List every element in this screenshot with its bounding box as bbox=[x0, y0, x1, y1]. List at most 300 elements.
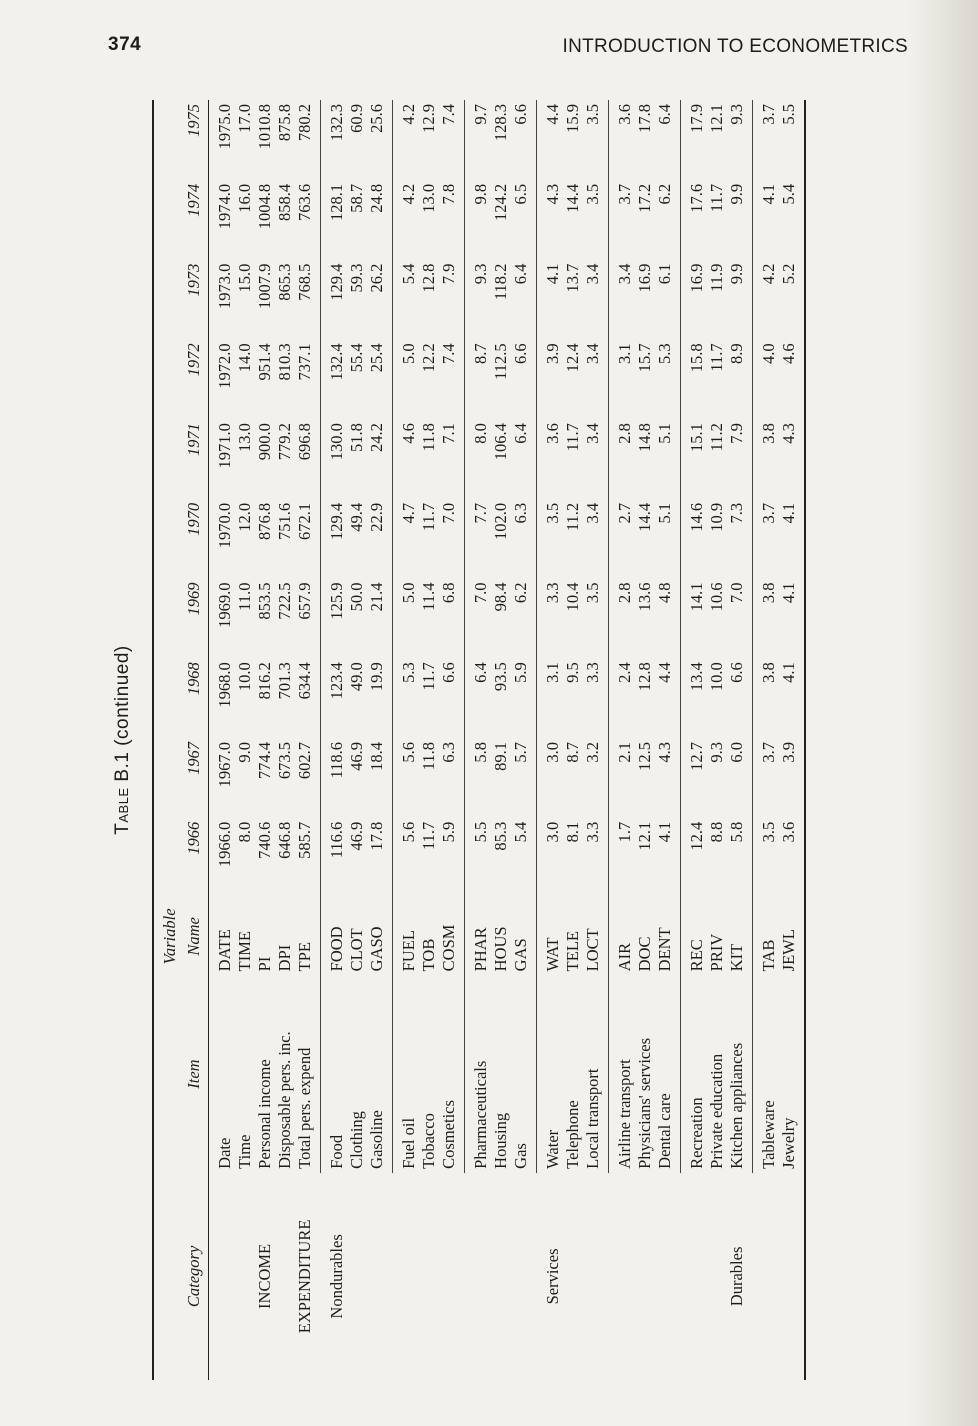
table-body bbox=[209, 100, 806, 1380]
value-cell: 11.7 bbox=[563, 423, 582, 452]
value-cell: 6.6 bbox=[511, 339, 537, 419]
value-cell: 16.0 bbox=[235, 183, 254, 213]
value-cell: 89.1 bbox=[491, 742, 510, 771]
value-cell: 59.3 bbox=[347, 263, 366, 293]
item-cell: Total pers. expend bbox=[295, 975, 321, 1172]
value-cell: 1973.0 bbox=[215, 263, 234, 309]
value-cell: 6.8 bbox=[439, 579, 465, 659]
value-cell: 673.5 bbox=[275, 742, 294, 780]
value-cell: 17.9 bbox=[687, 104, 706, 133]
value-cell: 14.4 bbox=[635, 502, 654, 532]
value-cell: 3.5 bbox=[583, 180, 609, 260]
value-cell: 4.1 bbox=[543, 263, 562, 285]
item-cell: Dental care bbox=[655, 975, 681, 1172]
category-cell bbox=[209, 1173, 236, 1380]
value-cell: 6.2 bbox=[511, 579, 537, 659]
variable-name-cell: DOC bbox=[635, 936, 654, 972]
value-cell: 780.2 bbox=[295, 100, 321, 180]
item-cell: Food bbox=[327, 1134, 346, 1169]
value-cell: 3.8 bbox=[759, 662, 778, 683]
value-cell: 6.1 bbox=[655, 260, 681, 340]
value-cell: 9.7 bbox=[471, 104, 490, 125]
value-cell: 24.2 bbox=[367, 419, 393, 499]
header-variable-top: Variable bbox=[153, 897, 184, 975]
value-cell: 11.7 bbox=[419, 662, 438, 691]
value-cell: 17.0 bbox=[235, 104, 254, 133]
value-cell: 3.3 bbox=[543, 582, 562, 604]
value-cell: 4.6 bbox=[779, 339, 805, 419]
value-cell: 853.5 bbox=[255, 582, 274, 620]
value-cell: 46.9 bbox=[347, 742, 366, 771]
rotated-table-region bbox=[100, 100, 880, 1380]
table-caption bbox=[112, 100, 134, 1380]
value-cell: 7.7 bbox=[471, 502, 490, 524]
value-cell: 58.7 bbox=[347, 183, 366, 213]
value-cell: 3.9 bbox=[779, 738, 805, 818]
item-cell: Housing bbox=[491, 1112, 510, 1169]
header-category: Category bbox=[184, 1173, 209, 1380]
value-cell: 112.5 bbox=[491, 343, 510, 380]
value-cell: 8.7 bbox=[563, 742, 582, 763]
value-cell: 696.8 bbox=[295, 419, 321, 499]
variable-name-cell: KIT bbox=[727, 897, 753, 975]
value-cell: 3.0 bbox=[543, 742, 562, 763]
category-cell bbox=[465, 1173, 492, 1380]
value-cell: 900.0 bbox=[255, 423, 274, 461]
header-year: 1967 bbox=[184, 738, 209, 818]
value-cell: 8.7 bbox=[471, 343, 490, 364]
table-row bbox=[681, 100, 708, 1380]
value-cell: 876.8 bbox=[255, 502, 274, 540]
value-cell: 6.4 bbox=[655, 100, 681, 180]
value-cell: 1972.0 bbox=[215, 343, 234, 389]
value-cell: 2.8 bbox=[615, 423, 634, 444]
value-cell: 3.9 bbox=[543, 343, 562, 364]
value-cell: 722.5 bbox=[275, 582, 294, 620]
value-cell: 26.2 bbox=[367, 260, 393, 340]
value-cell: 9.0 bbox=[235, 742, 254, 763]
item-cell: Time bbox=[235, 1134, 254, 1169]
variable-name-cell: FUEL bbox=[399, 930, 418, 972]
item-cell: Kitchen appliances bbox=[727, 975, 753, 1172]
table-row bbox=[439, 100, 465, 1380]
value-cell: 129.4 bbox=[327, 263, 346, 301]
value-cell: 1969.0 bbox=[215, 582, 234, 628]
value-cell: 768.5 bbox=[295, 260, 321, 340]
variable-name-cell: TAB bbox=[759, 939, 778, 972]
value-cell: 8.8 bbox=[707, 821, 726, 843]
value-cell: 3.6 bbox=[615, 104, 634, 125]
value-cell: 60.9 bbox=[347, 104, 366, 133]
variable-name-cell: PHAR bbox=[471, 927, 490, 972]
value-cell: 6.3 bbox=[439, 738, 465, 818]
value-cell: 7.9 bbox=[727, 419, 753, 499]
table-row bbox=[727, 100, 753, 1380]
value-cell: 634.4 bbox=[295, 658, 321, 738]
table-row bbox=[635, 100, 655, 1380]
value-cell: 16.9 bbox=[687, 263, 706, 293]
category-cell bbox=[393, 1173, 420, 1380]
value-cell: 12.1 bbox=[707, 104, 726, 133]
value-cell: 13.0 bbox=[235, 423, 254, 452]
table-row bbox=[235, 100, 255, 1380]
value-cell: 6.4 bbox=[511, 260, 537, 340]
value-cell: 11.7 bbox=[419, 821, 438, 851]
value-cell: 7.0 bbox=[439, 499, 465, 579]
variable-name-cell: TELE bbox=[563, 931, 582, 972]
variable-name-cell: GAS bbox=[511, 897, 537, 975]
value-cell: 4.8 bbox=[655, 579, 681, 659]
value-cell: 4.1 bbox=[759, 183, 778, 205]
category-cell: Durables bbox=[727, 1246, 747, 1307]
value-cell: 17.8 bbox=[367, 818, 393, 898]
item-cell: Physicians' services bbox=[635, 1038, 654, 1169]
value-cell: 55.4 bbox=[347, 343, 366, 373]
value-cell: 46.9 bbox=[347, 821, 366, 851]
value-cell: 4.1 bbox=[779, 499, 805, 579]
value-cell: 7.4 bbox=[439, 100, 465, 180]
value-cell: 3.3 bbox=[583, 818, 609, 898]
table-row bbox=[295, 100, 321, 1380]
value-cell: 5.9 bbox=[511, 658, 537, 738]
item-cell: Local transport bbox=[583, 975, 609, 1172]
value-cell: 22.9 bbox=[367, 499, 393, 579]
value-cell: 3.5 bbox=[543, 502, 562, 524]
value-cell: 25.4 bbox=[367, 339, 393, 419]
category-cell: INCOME bbox=[255, 1243, 274, 1309]
value-cell: 7.9 bbox=[439, 260, 465, 340]
value-cell: 9.5 bbox=[563, 662, 582, 683]
table-row bbox=[275, 100, 295, 1380]
value-cell: 3.4 bbox=[583, 499, 609, 579]
value-cell: 4.6 bbox=[399, 423, 418, 444]
category-cell bbox=[753, 1173, 780, 1380]
value-cell: 4.2 bbox=[399, 104, 418, 125]
value-cell: 1010.8 bbox=[255, 104, 274, 150]
variable-name-cell: FOOD bbox=[327, 926, 346, 972]
value-cell: 18.4 bbox=[367, 738, 393, 818]
value-cell: 13.0 bbox=[419, 183, 438, 213]
data-table bbox=[152, 100, 806, 1380]
value-cell: 2.1 bbox=[615, 742, 634, 763]
value-cell: 10.4 bbox=[563, 582, 582, 612]
value-cell: 17.6 bbox=[687, 183, 706, 213]
value-cell: 130.0 bbox=[327, 423, 346, 461]
variable-name-cell: TIME bbox=[235, 931, 254, 972]
header-variable-name: Name bbox=[184, 897, 209, 975]
value-cell: 4.4 bbox=[543, 104, 562, 125]
value-cell: 11.2 bbox=[707, 423, 726, 452]
value-cell: 25.6 bbox=[367, 100, 393, 180]
variable-name-cell: COSM bbox=[439, 897, 465, 975]
value-cell: 12.7 bbox=[687, 742, 706, 771]
value-cell: 3.5 bbox=[759, 821, 778, 843]
value-cell: 1.7 bbox=[615, 821, 634, 843]
value-cell: 951.4 bbox=[255, 343, 274, 381]
category-cell bbox=[563, 1173, 583, 1380]
value-cell: 3.4 bbox=[583, 339, 609, 419]
value-cell: 6.4 bbox=[511, 419, 537, 499]
value-cell: 5.9 bbox=[439, 818, 465, 898]
value-cell: 8.1 bbox=[563, 821, 582, 843]
value-cell: 4.1 bbox=[779, 579, 805, 659]
value-cell: 875.8 bbox=[275, 104, 294, 142]
table-row bbox=[367, 100, 393, 1380]
item-cell: Recreation bbox=[687, 1097, 706, 1169]
value-cell: 19.9 bbox=[367, 658, 393, 738]
table-row bbox=[465, 100, 492, 1380]
variable-name-cell: DENT bbox=[655, 897, 681, 975]
value-cell: 6.0 bbox=[727, 738, 753, 818]
value-cell: 15.8 bbox=[687, 343, 706, 373]
value-cell: 774.4 bbox=[255, 742, 274, 780]
value-cell: 128.1 bbox=[327, 183, 346, 221]
value-cell: 6.6 bbox=[439, 658, 465, 738]
value-cell: 672.1 bbox=[295, 499, 321, 579]
value-cell: 49.0 bbox=[347, 662, 366, 692]
category-cell bbox=[275, 1173, 295, 1380]
value-cell: 6.6 bbox=[511, 100, 537, 180]
category-cell bbox=[779, 1173, 805, 1380]
table-row bbox=[511, 100, 537, 1380]
item-cell: Private education bbox=[707, 1053, 726, 1169]
value-cell: 15.1 bbox=[687, 423, 706, 452]
item-cell: Tableware bbox=[759, 1100, 778, 1169]
value-cell: 8.0 bbox=[471, 423, 490, 444]
value-cell: 5.5 bbox=[779, 100, 805, 180]
item-cell: Water bbox=[543, 1129, 562, 1169]
value-cell: 7.3 bbox=[727, 499, 753, 579]
table-row bbox=[779, 100, 805, 1380]
value-cell: 3.7 bbox=[759, 104, 778, 125]
value-cell: 4.1 bbox=[655, 818, 681, 898]
header-year: 1972 bbox=[184, 339, 209, 419]
value-cell: 15.9 bbox=[563, 104, 582, 133]
variable-name-cell: JEWL bbox=[779, 897, 805, 975]
category-cell bbox=[635, 1173, 655, 1380]
value-cell: 5.4 bbox=[511, 818, 537, 898]
value-cell: 763.6 bbox=[295, 180, 321, 260]
item-cell: Disposable pers. inc. bbox=[275, 1031, 294, 1169]
value-cell: 102.0 bbox=[491, 502, 510, 540]
value-cell: 116.6 bbox=[327, 821, 346, 859]
value-cell: 11.0 bbox=[235, 582, 254, 611]
value-cell: 4.2 bbox=[759, 263, 778, 285]
value-cell: 5.4 bbox=[399, 263, 418, 285]
table-row bbox=[491, 100, 511, 1380]
header-year: 1970 bbox=[184, 499, 209, 579]
value-cell: 4.3 bbox=[779, 419, 805, 499]
value-cell: 3.3 bbox=[583, 658, 609, 738]
value-cell: 3.0 bbox=[543, 821, 562, 843]
value-cell: 585.7 bbox=[295, 818, 321, 898]
value-cell: 8.0 bbox=[235, 821, 254, 843]
table-row bbox=[655, 100, 681, 1380]
item-cell: Telephone bbox=[563, 1100, 582, 1169]
value-cell: 7.0 bbox=[727, 579, 753, 659]
category-cell: Nondurables bbox=[326, 1234, 346, 1319]
category-cell bbox=[367, 1173, 393, 1380]
value-cell: 10.6 bbox=[707, 582, 726, 612]
header-year: 1974 bbox=[184, 180, 209, 260]
table-row bbox=[609, 100, 636, 1380]
header-year: 1973 bbox=[184, 260, 209, 340]
header-year: 1969 bbox=[184, 579, 209, 659]
variable-name-cell: CLOT bbox=[347, 928, 366, 972]
value-cell: 118.2 bbox=[491, 263, 510, 301]
value-cell: 9.9 bbox=[727, 260, 753, 340]
table-row bbox=[255, 100, 275, 1380]
category-cell bbox=[707, 1173, 727, 1380]
value-cell: 1968.0 bbox=[215, 662, 234, 708]
category-cell bbox=[681, 1173, 708, 1380]
value-cell: 1967.0 bbox=[215, 742, 234, 788]
value-cell: 11.7 bbox=[707, 343, 726, 372]
value-cell: 15.0 bbox=[235, 263, 254, 293]
value-cell: 1004.8 bbox=[255, 183, 274, 230]
value-cell: 5.0 bbox=[399, 343, 418, 364]
variable-name-cell: TPE bbox=[295, 897, 321, 975]
value-cell: 1974.0 bbox=[215, 183, 234, 230]
category-cell bbox=[491, 1173, 511, 1380]
value-cell: 9.3 bbox=[727, 100, 753, 180]
value-cell: 3.7 bbox=[759, 502, 778, 524]
value-cell: 1966.0 bbox=[215, 821, 234, 868]
value-cell: 3.6 bbox=[779, 818, 805, 898]
value-cell: 129.4 bbox=[327, 502, 346, 540]
value-cell: 12.1 bbox=[635, 821, 654, 851]
value-cell: 12.9 bbox=[419, 104, 438, 133]
value-cell: 3.2 bbox=[583, 738, 609, 818]
item-cell: Fuel oil bbox=[399, 1117, 418, 1169]
header-spacer bbox=[153, 1173, 184, 1380]
caption-label: Table B.1 bbox=[112, 751, 133, 835]
value-cell: 13.7 bbox=[563, 263, 582, 293]
variable-name-cell: TOB bbox=[419, 938, 438, 972]
value-cell: 810.3 bbox=[275, 343, 294, 381]
value-cell: 12.0 bbox=[235, 502, 254, 532]
value-cell: 10.9 bbox=[707, 502, 726, 532]
value-cell: 4.3 bbox=[543, 183, 562, 205]
value-cell: 85.3 bbox=[491, 821, 510, 851]
table-row bbox=[707, 100, 727, 1380]
value-cell: 11.9 bbox=[707, 263, 726, 292]
value-cell: 3.8 bbox=[759, 423, 778, 444]
category-cell bbox=[511, 1173, 537, 1380]
value-cell: 13.4 bbox=[687, 662, 706, 692]
value-cell: 17.8 bbox=[635, 104, 654, 133]
variable-name-cell: WAT bbox=[543, 937, 562, 972]
category-cell bbox=[439, 1173, 465, 1380]
value-cell: 1975.0 bbox=[215, 104, 234, 150]
value-cell: 779.2 bbox=[275, 423, 294, 461]
value-cell: 50.0 bbox=[347, 582, 366, 612]
value-cell: 14.1 bbox=[687, 582, 706, 612]
header-year: 1966 bbox=[184, 818, 209, 898]
value-cell: 11.8 bbox=[419, 742, 438, 771]
header-year: 1968 bbox=[184, 658, 209, 738]
value-cell: 3.8 bbox=[759, 582, 778, 604]
value-cell: 602.7 bbox=[295, 738, 321, 818]
value-cell: 132.3 bbox=[327, 104, 346, 142]
value-cell: 14.0 bbox=[235, 343, 254, 373]
category-cell bbox=[583, 1173, 609, 1380]
value-cell: 751.6 bbox=[275, 502, 294, 540]
variable-name-cell: PRIV bbox=[707, 933, 726, 972]
value-cell: 2.7 bbox=[615, 502, 634, 524]
value-cell: 3.7 bbox=[759, 742, 778, 763]
value-cell: 2.4 bbox=[615, 662, 634, 683]
category-cell bbox=[419, 1173, 439, 1380]
header-spacer bbox=[153, 100, 184, 897]
value-cell: 6.4 bbox=[471, 662, 490, 683]
table-row bbox=[537, 100, 564, 1380]
table-row bbox=[347, 100, 367, 1380]
category-cell: Services bbox=[542, 1248, 562, 1305]
header-year: 1971 bbox=[184, 419, 209, 499]
value-cell: 3.5 bbox=[583, 579, 609, 659]
value-cell: 5.3 bbox=[399, 662, 418, 683]
item-cell: Date bbox=[215, 1137, 234, 1169]
header-spacer bbox=[153, 975, 184, 1172]
page-number: 374 bbox=[108, 34, 142, 55]
category-cell: EXPENDITURE bbox=[295, 1219, 315, 1334]
value-cell: 106.4 bbox=[491, 423, 510, 461]
value-cell: 123.4 bbox=[327, 662, 346, 700]
item-cell: Airline transport bbox=[615, 1059, 634, 1169]
value-cell: 132.4 bbox=[327, 343, 346, 381]
value-cell: 2.8 bbox=[615, 582, 634, 604]
item-cell: Gasoline bbox=[367, 975, 393, 1172]
value-cell: 3.7 bbox=[615, 183, 634, 205]
value-cell: 118.6 bbox=[327, 742, 346, 779]
value-cell: 7.8 bbox=[439, 180, 465, 260]
value-cell: 98.4 bbox=[491, 582, 510, 612]
value-cell: 12.4 bbox=[687, 821, 706, 851]
value-cell: 5.2 bbox=[779, 260, 805, 340]
variable-name-cell: PI bbox=[255, 956, 274, 972]
value-cell: 5.1 bbox=[655, 499, 681, 579]
value-cell: 17.2 bbox=[635, 183, 654, 213]
value-cell: 49.4 bbox=[347, 502, 366, 532]
running-head: INTRODUCTION TO ECONOMETRICS bbox=[562, 36, 908, 57]
category-cell bbox=[609, 1173, 636, 1380]
table-row bbox=[393, 100, 420, 1380]
value-cell: 10.0 bbox=[235, 662, 254, 692]
value-cell: 14.6 bbox=[687, 502, 706, 532]
value-cell: 21.4 bbox=[367, 579, 393, 659]
value-cell: 865.3 bbox=[275, 263, 294, 301]
table-row bbox=[321, 100, 348, 1380]
value-cell: 3.4 bbox=[583, 260, 609, 340]
value-cell: 3.4 bbox=[583, 419, 609, 499]
item-cell: Cosmetics bbox=[439, 975, 465, 1172]
value-cell: 3.1 bbox=[543, 662, 562, 683]
value-cell: 3.5 bbox=[583, 100, 609, 180]
value-cell: 5.8 bbox=[471, 742, 490, 763]
value-cell: 6.5 bbox=[511, 180, 537, 260]
value-cell: 9.8 bbox=[471, 183, 490, 205]
value-cell: 5.3 bbox=[655, 339, 681, 419]
value-cell: 124.2 bbox=[491, 183, 510, 221]
value-cell: 3.1 bbox=[615, 343, 634, 364]
value-cell: 12.8 bbox=[635, 662, 654, 692]
value-cell: 12.4 bbox=[563, 343, 582, 373]
table-row bbox=[753, 100, 780, 1380]
variable-name-cell: DATE bbox=[215, 929, 234, 972]
value-cell: 51.8 bbox=[347, 423, 366, 452]
item-cell: Pharmaceuticals bbox=[471, 1060, 490, 1169]
